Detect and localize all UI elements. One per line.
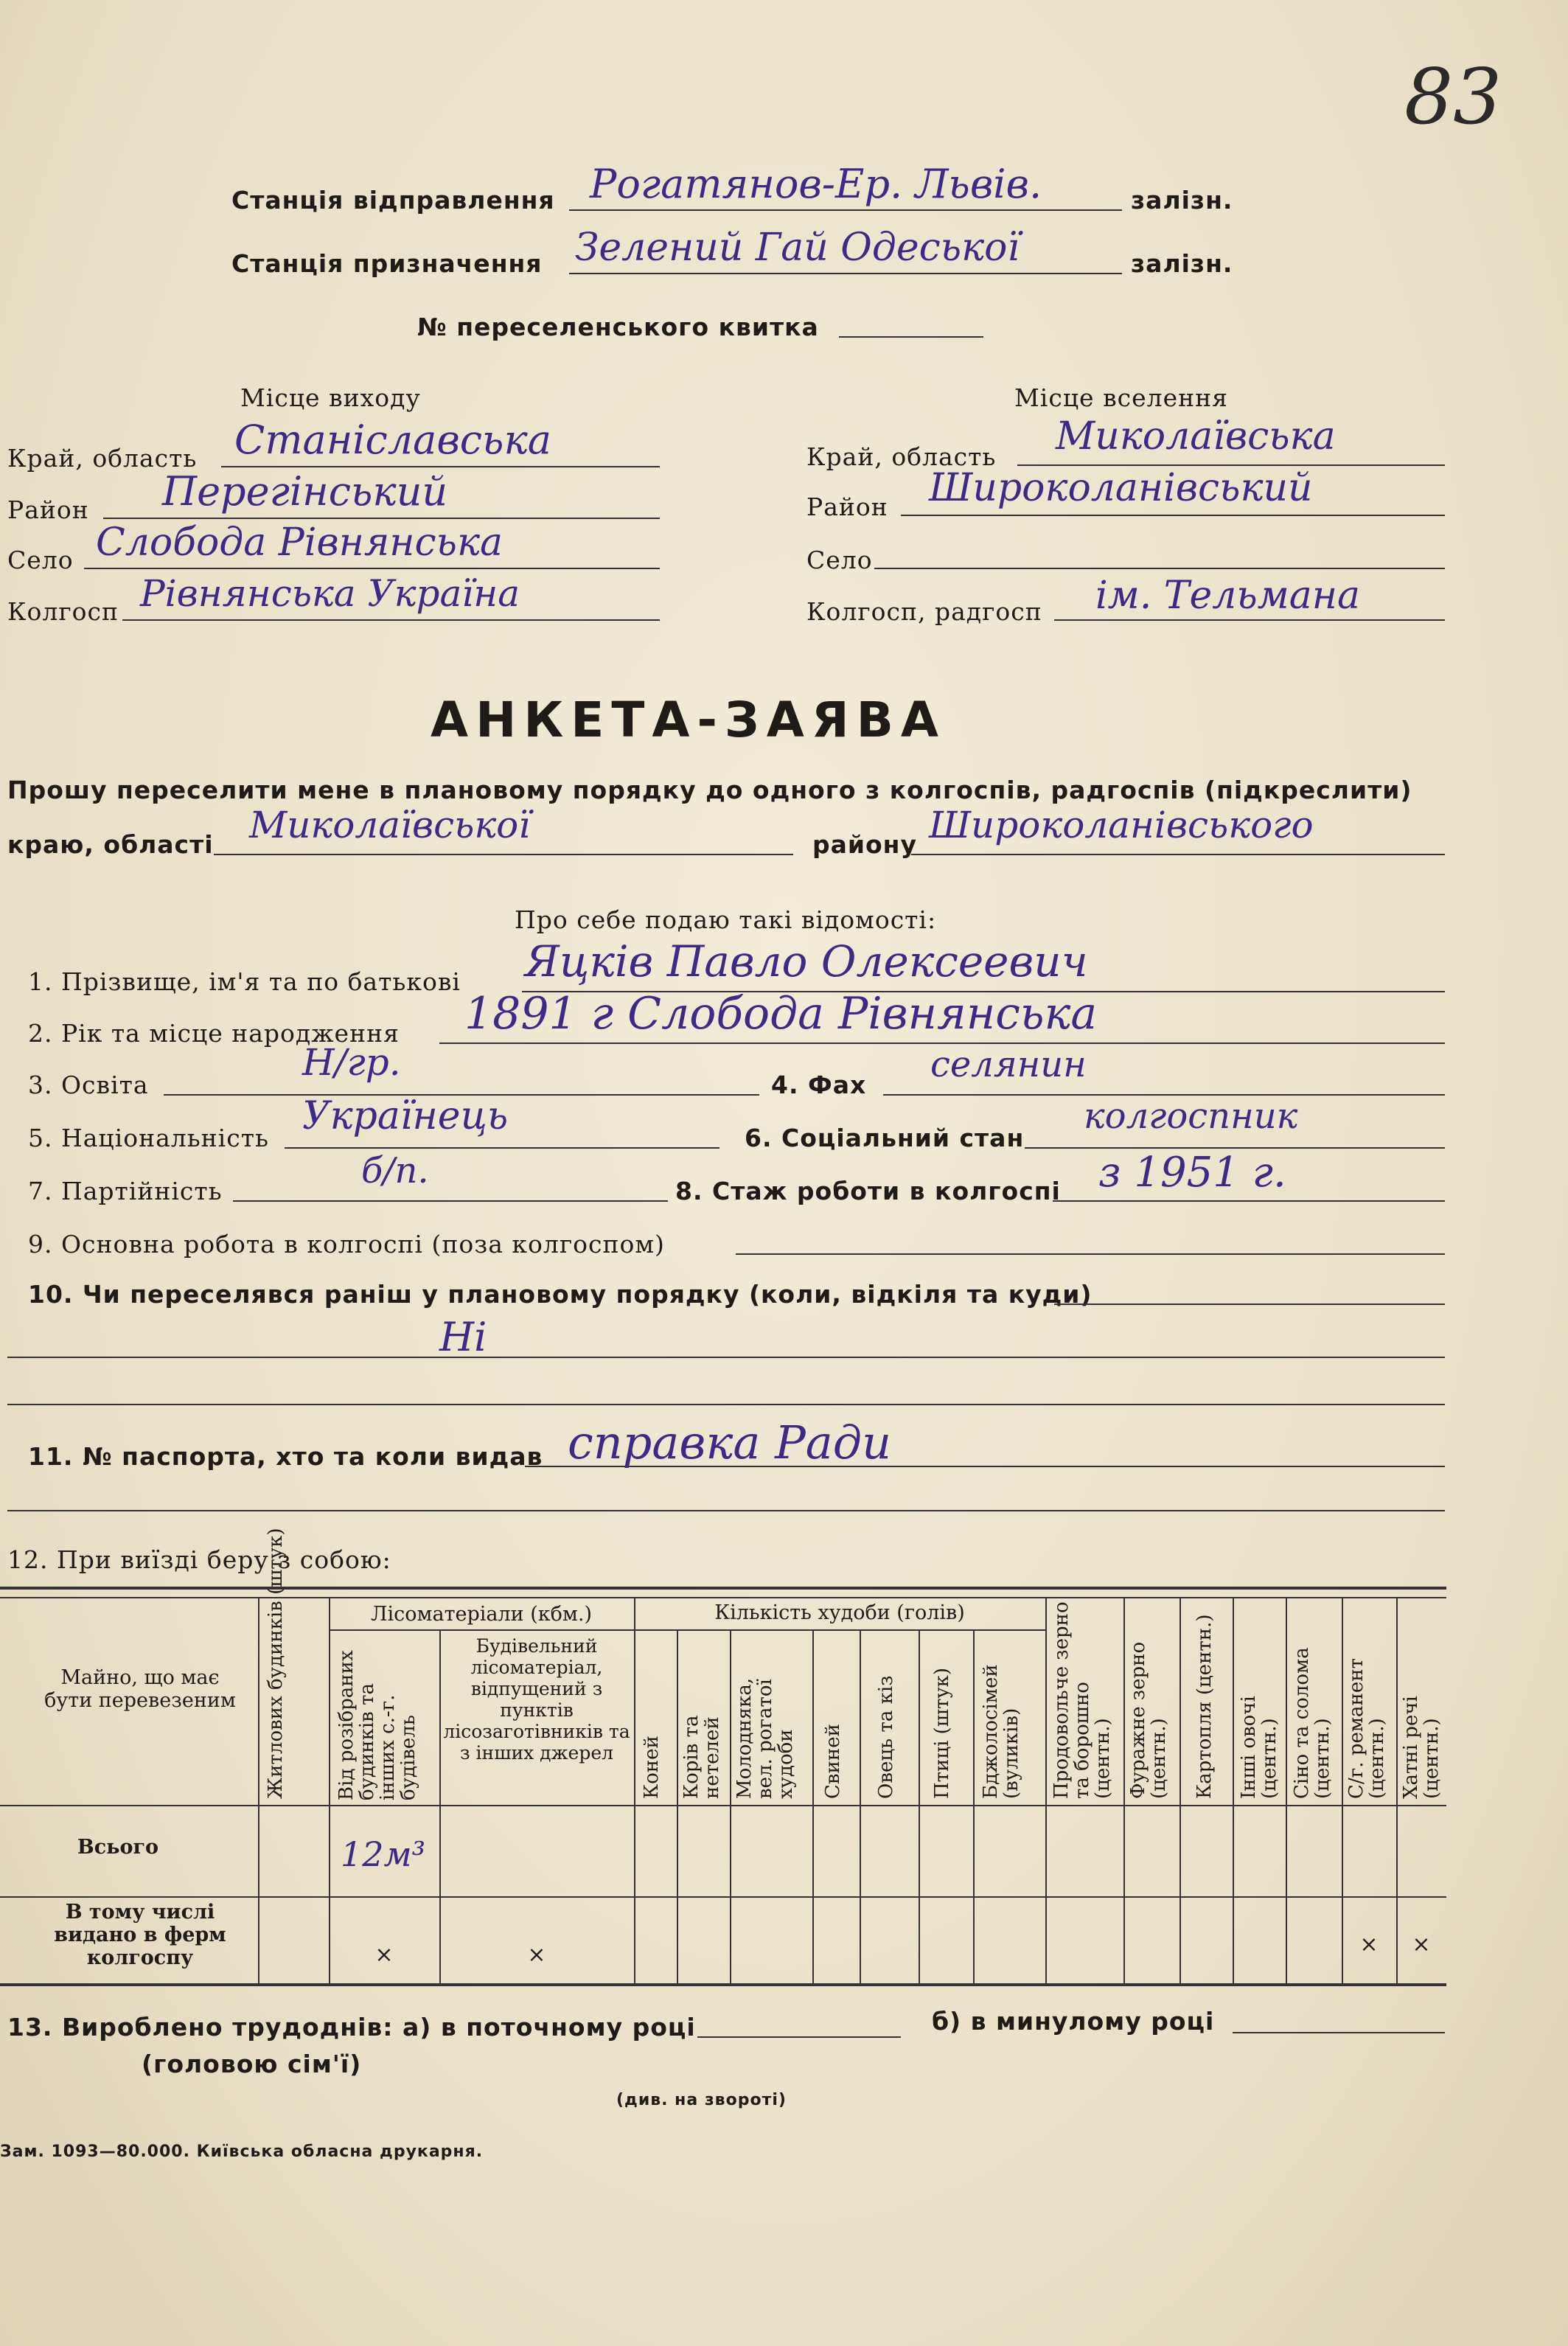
- row-farms-label: В тому числі видано в ферм колгоспу: [54, 1901, 226, 1969]
- printer-imprint: Зам. 1093—80.000. Київська обласна друкарня.: [0, 2143, 484, 2161]
- request-district-line: [911, 854, 1445, 855]
- field-6-label: 6. Соціальний стан: [745, 1124, 1025, 1152]
- col-sheep-header: Овець та кіз: [875, 1675, 897, 1799]
- field-5-label: 5. Національність: [28, 1124, 269, 1152]
- col-tools-header: С/г. реманент (центн.): [1345, 1658, 1388, 1799]
- total-timber-value: 12м³: [341, 1834, 426, 1874]
- origin-kolkhoz-line: [122, 619, 660, 621]
- destination-region-label: Край, область: [806, 442, 997, 471]
- farms-tools-cross: ×: [1359, 1932, 1379, 1957]
- field-13a-line: [697, 2036, 901, 2038]
- destination-station-value: Зелений Гай Одеської: [575, 226, 1020, 270]
- destination-heading: Місце вселення: [1014, 383, 1228, 412]
- destination-region-value: Миколаївська: [1056, 414, 1336, 459]
- field-4-value: селянин: [930, 1044, 1087, 1085]
- destination-village-line: [874, 568, 1445, 569]
- destination-district-value: Широколанівський: [929, 466, 1313, 510]
- origin-district-label: Район: [7, 495, 89, 524]
- timber-group-header: Лісоматеріали (кбм.): [370, 1603, 593, 1626]
- col-hay-header: Сіно та солома (центн.): [1291, 1647, 1334, 1799]
- origin-kolkhoz-value: Рівнянська Україна: [140, 572, 520, 615]
- request-region-label: краю, області: [7, 830, 214, 859]
- origin-heading: Місце виходу: [240, 383, 421, 412]
- destination-kolkhoz-label: Колгосп, радгосп: [806, 597, 1042, 626]
- field-2-value: 1891 г Слобода Рівнянська: [464, 988, 1098, 1040]
- field-1-label: 1. Прізвище, ім'я та по батькові: [28, 967, 461, 996]
- field-11-line-2: [7, 1510, 1445, 1511]
- departure-station-line: [569, 209, 1122, 211]
- field-7-line: [233, 1200, 668, 1202]
- field-10-line: [1054, 1303, 1445, 1305]
- archive-page-number: 83: [1404, 52, 1502, 142]
- field-10-label: 10. Чи переселявся раніш у плановому порядку (коли, відкіля та куди): [28, 1280, 1093, 1309]
- request-text: Прошу переселити мене в плановому порядку до одного з колгоспів, радгоспів (підкреслити): [7, 776, 1412, 804]
- turn-over-note: (див. на звороті): [616, 2091, 787, 2109]
- field-5-value: Українець: [302, 1094, 509, 1138]
- destination-rail-suffix: залізн.: [1131, 249, 1233, 278]
- field-10-line-2: [7, 1357, 1445, 1358]
- ticket-number-line: [839, 336, 983, 338]
- col-potato-header: Картопля (центн.): [1194, 1614, 1216, 1799]
- field-7-value: б/п.: [361, 1150, 429, 1191]
- field-5-line: [285, 1147, 719, 1149]
- livestock-group-header: Кількість худоби (голів): [714, 1601, 965, 1624]
- request-region-value: Миколаївської: [249, 804, 531, 846]
- origin-region-line: [221, 466, 660, 467]
- destination-district-label: Район: [806, 492, 888, 521]
- destination-station-label: Станція призначення: [231, 249, 543, 278]
- col-fodder-header: Фуражне зерно (центн.): [1127, 1641, 1170, 1799]
- destination-village-label: Село: [806, 546, 873, 574]
- intro-text: Про себе подаю такі відомості:: [515, 905, 937, 934]
- field-1-value: Яцків Павло Олексеевич: [525, 936, 1088, 986]
- destination-kolkhoz-value: ім. Тельмана: [1095, 574, 1361, 618]
- field-3-label: 3. Освіта: [28, 1071, 149, 1099]
- col-birds-header: Птиці (штук): [931, 1667, 953, 1799]
- farms-timber-dismantled-cross: ×: [374, 1942, 394, 1968]
- origin-village-line: [84, 568, 660, 569]
- col-young-cattle-header: Молодняка, вел. рогатої худоби: [734, 1677, 797, 1799]
- ticket-number-label: № переселенського квитка: [417, 313, 819, 341]
- col-pigs-header: Свиней: [822, 1724, 844, 1799]
- destination-kolkhoz-line: [1054, 619, 1445, 621]
- col-timber-dismantled-header: Від розібраних будинків та інших с.-г. будівель: [335, 1650, 419, 1800]
- field-3-value: Н/гр.: [302, 1041, 401, 1084]
- col-cows-header: Корів та нетелей: [680, 1715, 723, 1799]
- request-district-label: району: [812, 830, 917, 859]
- origin-kolkhoz-label: Колгосп: [7, 597, 119, 626]
- destination-station-line: [569, 273, 1122, 274]
- col-bees-header: Бджолосімей (вуликів): [980, 1664, 1022, 1799]
- field-12-label: 12. При виїзді беру з собою:: [7, 1545, 391, 1574]
- farms-household-cross: ×: [1412, 1932, 1431, 1957]
- field-7-label: 7. Партійність: [28, 1177, 223, 1205]
- col-horses-header: Коней: [641, 1736, 663, 1799]
- destination-district-line: [901, 515, 1445, 516]
- request-region-line: [214, 854, 793, 855]
- field-8-line: [1053, 1200, 1445, 1202]
- origin-village-label: Село: [7, 546, 74, 574]
- col-grain-header: Продовольче зерно та борошно (центн.): [1050, 1601, 1114, 1799]
- col-timber-building-header: Будівельний лісоматеріал, відпущений з пунктів лісозаготівників та з інших джерел: [443, 1635, 630, 1764]
- origin-region-label: Край, область: [7, 444, 198, 473]
- field-11-label: 11. № паспорта, хто та коли видав: [28, 1442, 543, 1471]
- col-vegetables-header: Інші овочі (центн.): [1238, 1696, 1280, 1799]
- field-13b-label: б) в минулому році: [932, 2007, 1215, 2036]
- field-2-label: 2. Рік та місце народження: [28, 1019, 400, 1048]
- field-8-label: 8. Стаж роботи в колгоспі: [675, 1177, 1061, 1205]
- field-9-label: 9. Основна робота в колгоспі (поза колгоспом): [28, 1230, 665, 1259]
- col-houses-header: Житлових будинків (штук): [265, 1528, 287, 1799]
- origin-village-value: Слобода Рівнянська: [96, 521, 503, 565]
- row-total-label: Всього: [77, 1836, 159, 1859]
- field-10-value: Ні: [439, 1314, 487, 1360]
- field-4-label: 4. Фах: [771, 1071, 867, 1099]
- request-district-value: Широколанівського: [929, 804, 1314, 846]
- departure-station-label: Станція відправлення: [231, 186, 555, 215]
- field-6-value: колгоспник: [1084, 1096, 1298, 1137]
- field-10-line-3: [7, 1404, 1445, 1405]
- col-household-header: Хатні речі (центн.): [1400, 1696, 1443, 1799]
- field-13-sublabel: (головою сім'ї): [142, 2050, 362, 2078]
- field-8-value: з 1951 г.: [1098, 1149, 1286, 1197]
- field-13b-line: [1233, 2032, 1445, 2033]
- origin-district-line: [103, 518, 660, 519]
- field-9-line: [736, 1253, 1445, 1255]
- departure-rail-suffix: залізн.: [1131, 186, 1233, 215]
- field-11-value: справка Ради: [568, 1416, 891, 1469]
- departure-station-value: Рогатянов-Ер. Львів.: [590, 161, 1042, 207]
- field-13-label: 13. Вироблено трудоднів: а) в поточному році: [7, 2013, 696, 2042]
- col-property-header: Майно, що має бути перевезеним: [44, 1666, 236, 1712]
- origin-district-value: Перегінський: [162, 468, 448, 515]
- document-title: АНКЕТА-ЗАЯВА: [431, 692, 947, 748]
- origin-region-value: Станіславська: [234, 417, 551, 463]
- farms-timber-building-cross: ×: [527, 1942, 546, 1968]
